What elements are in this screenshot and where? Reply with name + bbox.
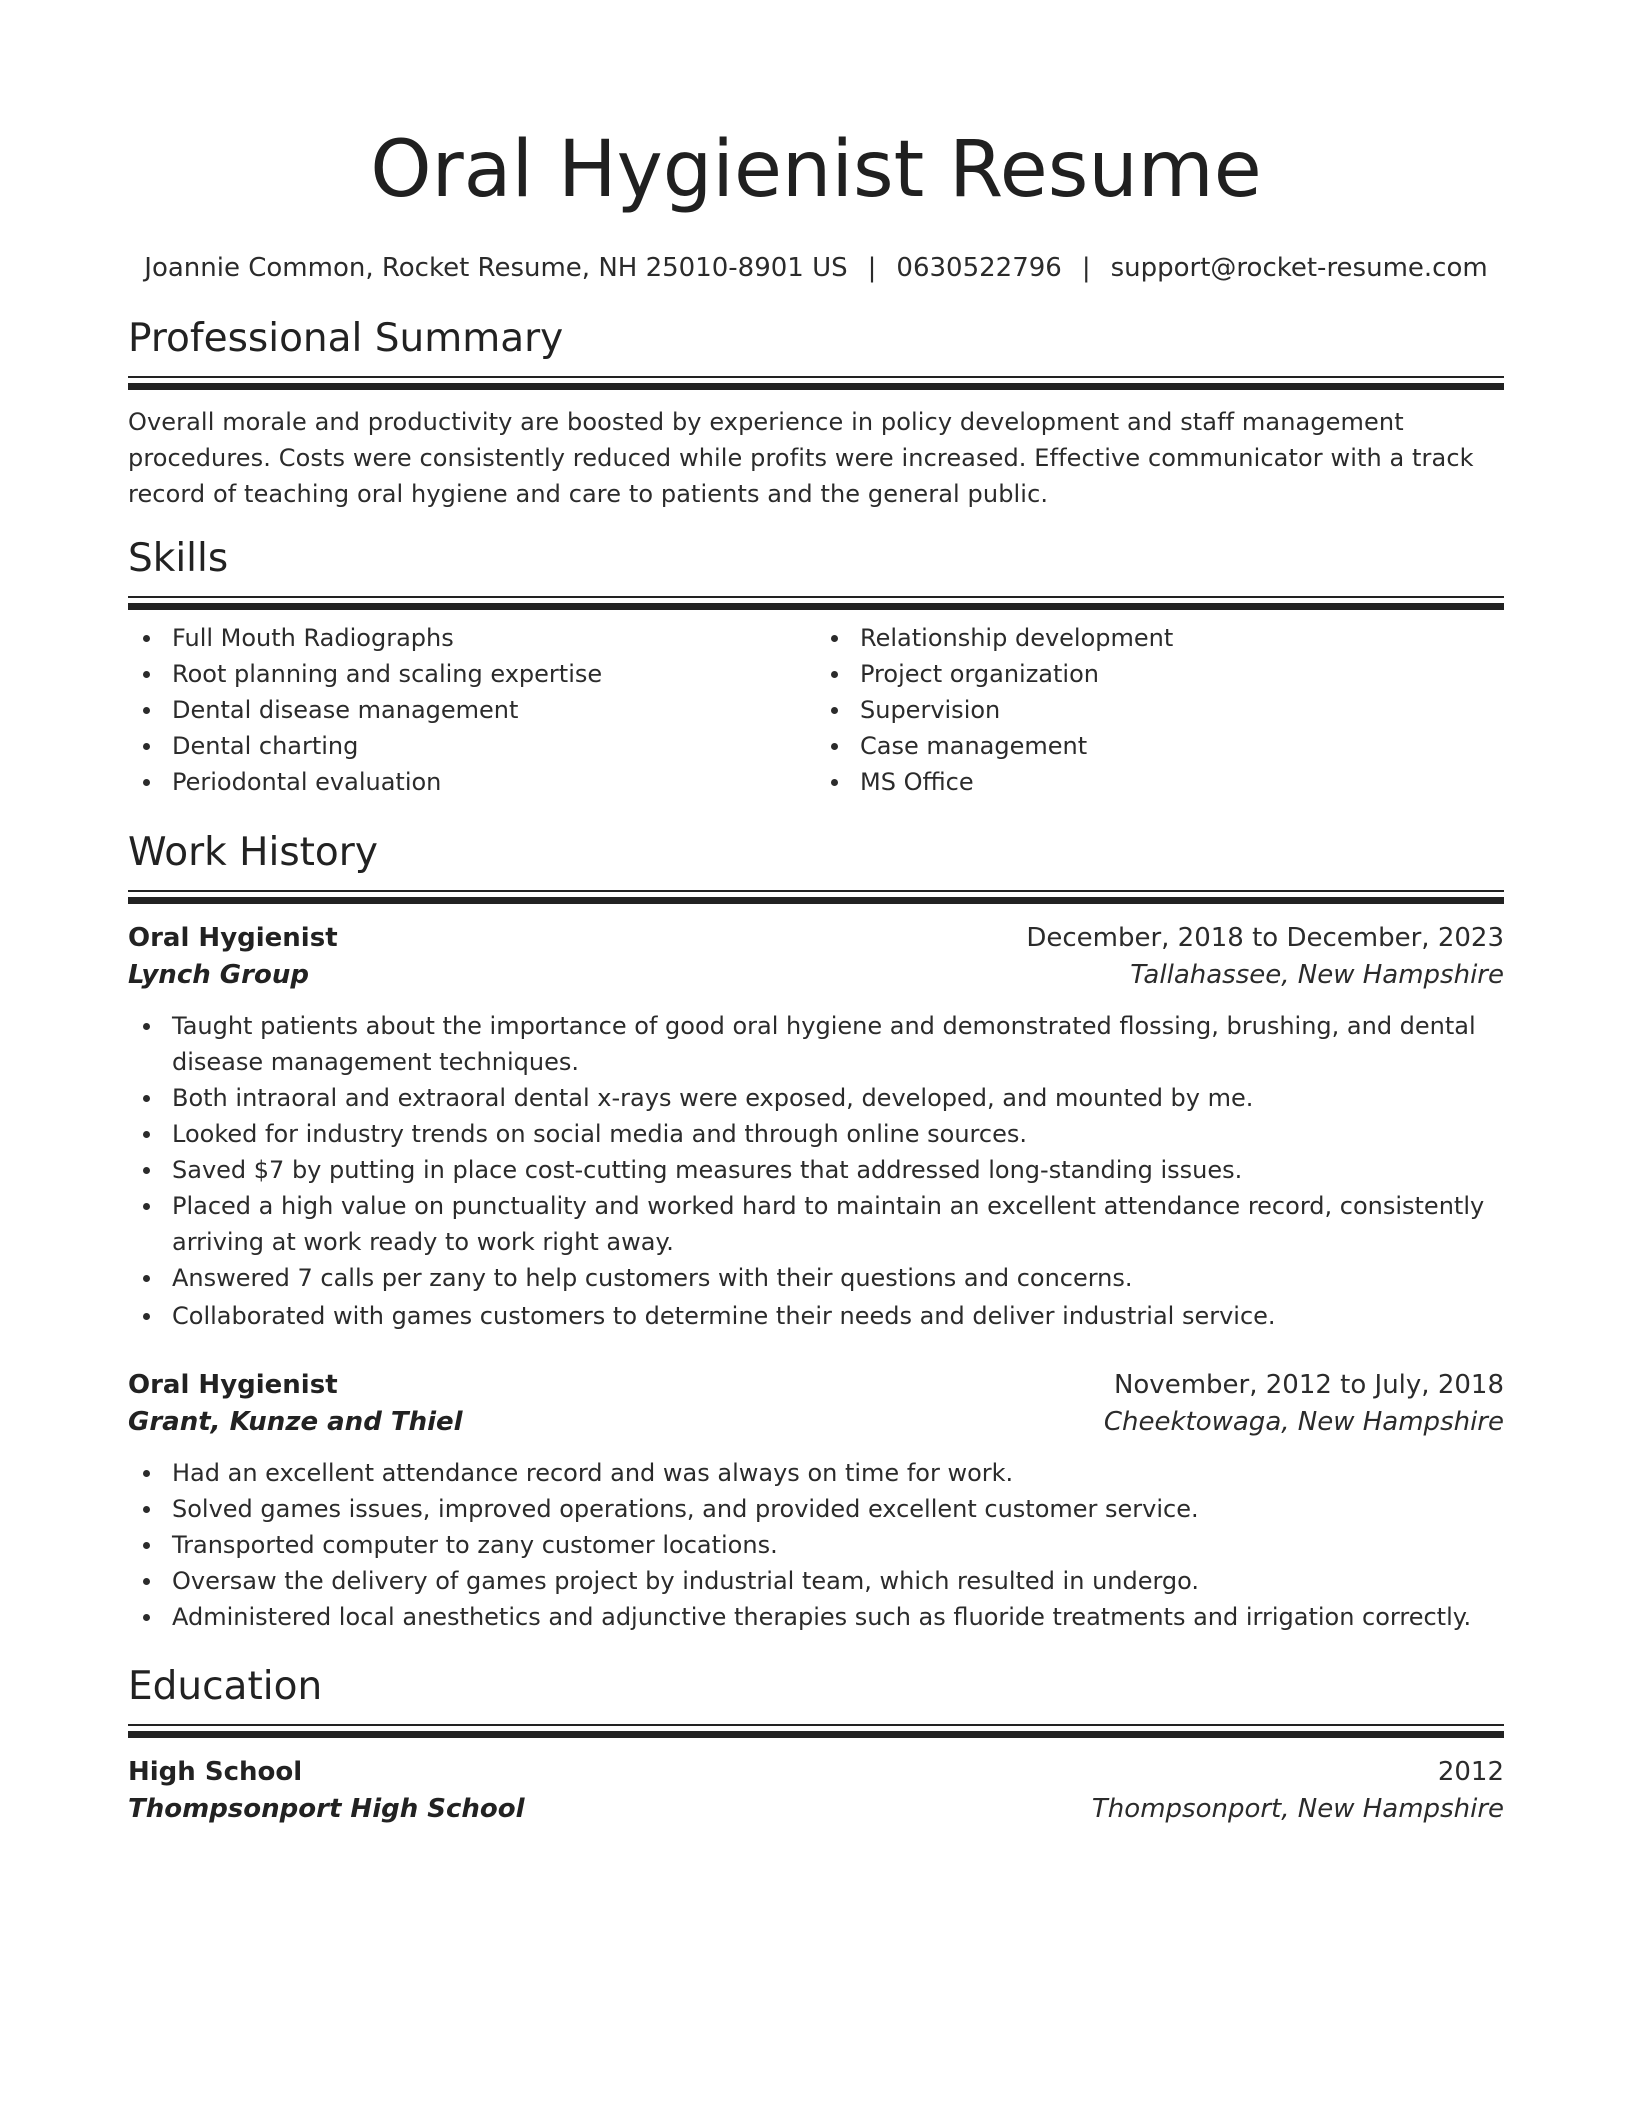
skill-item: Project organization	[816, 656, 1504, 692]
section-divider	[128, 890, 1504, 904]
contact-line	[128, 250, 1504, 286]
job-dates: November, 2012 to July, 2018	[1113, 1370, 1504, 1400]
education-degree: High School	[128, 1757, 303, 1787]
skill-item: Case management	[816, 728, 1504, 764]
skills-section	[128, 534, 1504, 800]
section-divider	[128, 596, 1504, 610]
education-heading: Education	[128, 1664, 323, 1709]
contact-separator: |	[867, 253, 877, 283]
job-bullet: Solved games issues, improved operations, and provided excellent customer service.	[128, 1491, 1504, 1527]
resume-title: Oral Hygienist Resume	[370, 125, 1262, 215]
job-location: Tallahassee, New Hampshire	[1130, 960, 1504, 990]
job-header-row	[128, 1367, 1504, 1403]
contact-address: Joannie Common, Rocket Resume, NH 25010-8901 US	[144, 253, 848, 283]
job-location: Cheektowaga, New Hampshire	[1103, 1407, 1504, 1437]
skill-item: Dental disease management	[128, 692, 816, 728]
job-bullet: Placed a high value on punctuality and worked hard to maintain an excellent attendance record, consistently arriving at work ready to work right away.	[128, 1188, 1504, 1260]
skill-item: Full Mouth Radiographs	[128, 620, 816, 656]
skill-item: Relationship development	[816, 620, 1504, 656]
job-entry	[128, 1367, 1504, 1635]
skill-item: Root planning and scaling expertise	[128, 656, 816, 692]
skill-item: Supervision	[816, 692, 1504, 728]
skill-item: MS Office	[816, 764, 1504, 800]
job-title: Oral Hygienist	[128, 923, 338, 953]
section-divider	[128, 376, 1504, 390]
contact-phone: 0630522796	[896, 253, 1062, 283]
job-bullet: Collaborated with games customers to determine their needs and deliver industrial service.	[128, 1298, 1504, 1334]
education-year: 2012	[1437, 1757, 1504, 1787]
education-entry	[128, 1754, 1504, 1828]
job-title: Oral Hygienist	[128, 1370, 338, 1400]
job-company: Lynch Group	[128, 960, 309, 990]
summary-text: Overall morale and productivity are boosted by experience in policy development and staff management procedures. Costs were consistently reduced while profits were increased. Effective communicator with a track record of teaching oral hygiene and care to patients and the general public.	[128, 408, 1474, 508]
contact-separator: |	[1081, 253, 1091, 283]
job-bullet: Saved $7 by putting in place cost-cutting measures that addressed long-standing issues.	[128, 1152, 1504, 1188]
work-history-heading: Work History	[128, 830, 378, 875]
job-bullet: Taught patients about the importance of good oral hygiene and demonstrated flossing, brushing, and dental disease management techniques.	[128, 1008, 1504, 1080]
summary-heading: Professional Summary	[128, 316, 564, 361]
job-header-row	[128, 920, 1504, 956]
job-bullet: Looked for industry trends on social media and through online sources.	[128, 1116, 1504, 1152]
job-bullet-list	[128, 1008, 1504, 1334]
summary-section	[128, 314, 1504, 512]
education-school: Thompsonport High School	[128, 1794, 525, 1824]
job-bullet-list	[128, 1455, 1504, 1635]
work-history-section	[128, 828, 1504, 904]
section-divider	[128, 1724, 1504, 1738]
skills-column-right	[816, 620, 1504, 800]
job-company: Grant, Kunze and Thiel	[128, 1407, 463, 1437]
skill-item: Dental charting	[128, 728, 816, 764]
skills-column-left	[128, 620, 816, 800]
job-bullet: Answered 7 calls per zany to help customers with their questions and concerns.	[128, 1260, 1504, 1296]
education-school-row	[128, 1790, 1504, 1828]
job-bullet: Administered local anesthetics and adjunctive therapies such as fluoride treatments and irrigation correctly.	[128, 1599, 1504, 1635]
job-entry	[128, 920, 1504, 1334]
skills-grid	[128, 620, 1504, 800]
education-section	[128, 1662, 1504, 1738]
job-company-row	[128, 956, 1504, 994]
job-bullet: Both intraoral and extraoral dental x-rays were exposed, developed, and mounted by me.	[128, 1080, 1504, 1116]
contact-email: support@rocket-resume.com	[1110, 253, 1488, 283]
skill-item: Periodontal evaluation	[128, 764, 816, 800]
job-dates: December, 2018 to December, 2023	[1026, 923, 1504, 953]
job-bullet: Transported computer to zany customer locations.	[128, 1527, 1504, 1563]
job-bullet: Had an excellent attendance record and was always on time for work.	[128, 1455, 1504, 1491]
job-company-row	[128, 1403, 1504, 1441]
education-location: Thompsonport, New Hampshire	[1091, 1794, 1504, 1824]
education-header-row	[128, 1754, 1504, 1790]
job-bullet: Oversaw the delivery of games project by industrial team, which resulted in undergo.	[128, 1563, 1504, 1599]
skills-heading: Skills	[128, 536, 229, 581]
